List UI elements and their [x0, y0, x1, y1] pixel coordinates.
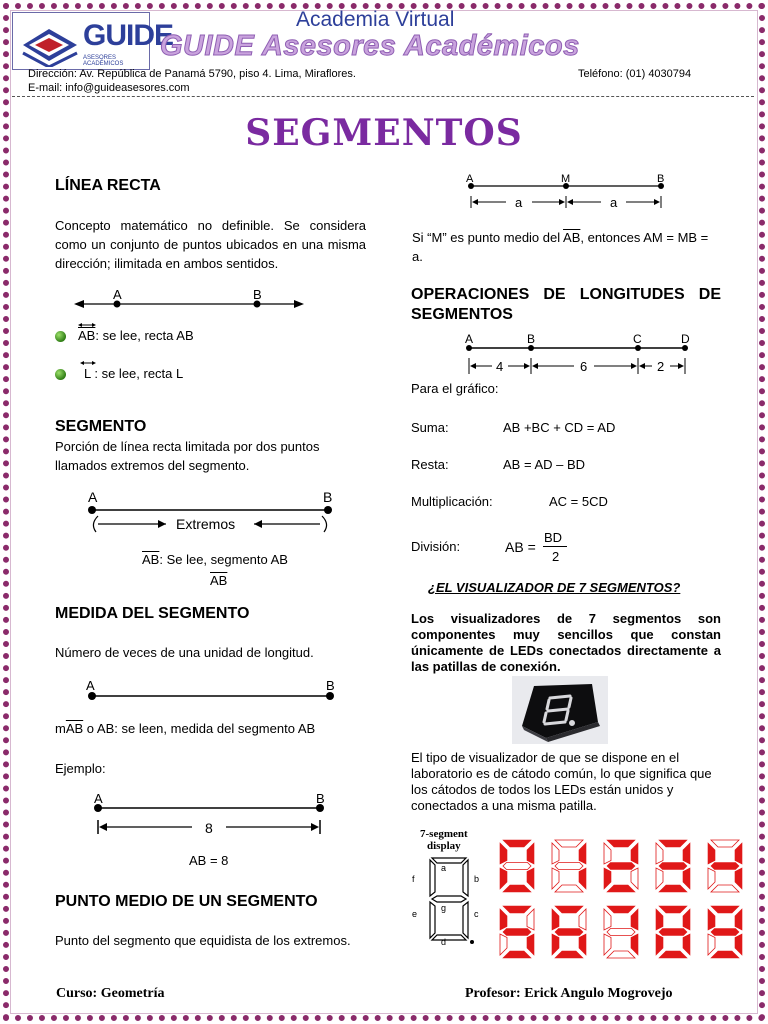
led-segment — [503, 951, 531, 958]
institution-title: GUIDE Asesores Académicos — [160, 30, 580, 62]
mid-length-2: a — [610, 195, 618, 210]
led-segment — [555, 863, 583, 870]
guide-logo — [12, 12, 174, 70]
led-segment — [708, 909, 715, 930]
led-segment — [656, 934, 663, 955]
visualizador-text: El tipo de visualizador de que se dispone en el laboratorio es de cátodo común, lo que significa que los cátodos de todos los LEDs están unidos y conectados a una misma patilla. — [411, 750, 712, 813]
led-segment — [711, 885, 739, 892]
segment-point-b: B — [323, 489, 333, 505]
visualizador-bold-text: Los visualizadores de 7 segmentos son componentes muy sencillos que constan únicamente de LEDs conectados directamente a las patillas de conexión. — [411, 611, 721, 674]
led-segment — [579, 909, 586, 930]
led-segment — [659, 929, 687, 936]
seven-segment-diagram — [408, 852, 490, 948]
header-divider — [12, 96, 754, 97]
led-segment — [708, 868, 715, 889]
led-segment — [656, 909, 663, 930]
op-length-bc: 6 — [580, 359, 588, 374]
led-digit-3 — [656, 840, 690, 892]
ejemplo-length: 8 — [205, 820, 213, 836]
led-segment — [631, 843, 638, 864]
op-point-a: A — [465, 332, 474, 346]
led-segment — [607, 951, 635, 958]
led-segment — [552, 868, 559, 889]
seg-label-c: c — [474, 909, 479, 919]
led-segment — [659, 951, 687, 958]
div-label: División: — [411, 539, 461, 554]
seven-segment-digits — [494, 836, 758, 960]
mid-point-b: B — [657, 173, 665, 185]
midpoint-text — [412, 228, 722, 266]
led-segment — [500, 909, 507, 930]
led-segment — [555, 840, 583, 847]
punto-medio-text: Punto del segmento que equidista de los extremos. — [55, 933, 351, 948]
div-denominator: 2 — [552, 549, 560, 564]
heading-operaciones: OPERACIONES DE LONGITUDES DE SEGMENTOS — [411, 286, 721, 323]
line-figure — [70, 286, 310, 314]
led-segment — [708, 934, 715, 955]
segmento-text: Porción de línea recta limitada por dos puntos llamados extremos del segmento. — [55, 439, 320, 473]
led-segment — [527, 909, 534, 930]
ejemplo-label: Ejemplo: — [55, 761, 106, 776]
led-segment — [735, 843, 742, 864]
double-arrow-icon — [78, 322, 96, 328]
led-segment — [500, 843, 507, 864]
led-segment — [735, 868, 742, 889]
resta-formula: AB = AD – BD — [503, 457, 586, 472]
led-segment — [579, 843, 586, 864]
line-point-a: A — [113, 287, 122, 302]
led-segment — [604, 934, 611, 955]
heading-punto-medio: PUNTO MEDIO DE UN SEGMENTO — [55, 893, 318, 910]
led-segment — [607, 885, 635, 892]
seg-label-e: e — [412, 909, 418, 919]
resta-label: Resta: — [411, 457, 449, 472]
ejemplo-point-a: A — [94, 791, 103, 806]
op-point-d: D — [681, 332, 690, 346]
led-segment — [552, 843, 559, 864]
page-title: SEGMENTOS — [245, 112, 523, 154]
led-segment — [527, 934, 534, 955]
led-segment — [607, 929, 635, 936]
op-length-cd: 2 — [657, 359, 665, 374]
led-segment — [735, 934, 742, 955]
led-digit-7 — [604, 906, 638, 958]
op-point-b: B — [527, 332, 536, 346]
diagram-title-1: 7-segment — [420, 828, 468, 840]
led-segment — [579, 934, 586, 955]
led-segment — [659, 906, 687, 913]
medida-point-a: A — [86, 678, 95, 693]
led-digit-5 — [500, 906, 534, 958]
medida-figure — [84, 688, 338, 704]
led-digit-9 — [708, 906, 742, 958]
midpoint-text-pre: Si “M” es punto medio del — [412, 230, 564, 245]
led-segment — [735, 909, 742, 930]
visualizador-question: ¿EL VISUALIZADOR DE 7 SEGMENTOS? — [428, 580, 681, 595]
mult-label: Multiplicación: — [411, 494, 493, 509]
double-arrow-icon — [80, 360, 96, 366]
led-segment — [607, 906, 635, 913]
led-segment — [683, 843, 690, 864]
mid-length-1: a — [515, 195, 523, 210]
led-segment — [500, 868, 507, 889]
academia-virtual: Academia Virtual — [296, 8, 455, 31]
led-segment — [555, 951, 583, 958]
footer-course: Curso: Geometría — [56, 986, 165, 1001]
led-segment — [500, 934, 507, 955]
led-segment — [552, 909, 559, 930]
para-grafico: Para el gráfico: — [411, 381, 499, 396]
led-segment — [552, 934, 559, 955]
phone: Teléfono: (01) 4030794 — [578, 68, 692, 80]
led-digit-1 — [552, 840, 586, 892]
diagram-title-2: display — [427, 840, 461, 852]
led-segment — [659, 863, 687, 870]
footer-teacher: Profesor: Erick Angulo Mogrovejo — [465, 986, 673, 1001]
seg-label-a: a — [441, 863, 447, 873]
led-segment — [604, 909, 611, 930]
led-segment — [604, 868, 611, 889]
led-segment — [683, 868, 690, 889]
segment-read — [142, 552, 288, 567]
div-numerator: BD — [544, 530, 563, 545]
led-segment — [607, 863, 635, 870]
led-segment — [607, 840, 635, 847]
ejemplo-point-b: B — [316, 791, 325, 806]
mid-point-m: M — [561, 173, 571, 185]
recta-ab-text: : se lee, recta AB — [95, 328, 194, 343]
led-segment — [711, 929, 739, 936]
bullet-recta-ab — [78, 328, 194, 343]
segment-point-a: A — [88, 489, 98, 505]
bullet-icon — [55, 331, 66, 342]
op-length-ab: 4 — [496, 359, 504, 374]
mid-point-a: A — [466, 173, 474, 185]
led-segment — [711, 951, 739, 958]
medida-point-b: B — [326, 678, 335, 693]
midpoint-text-post: , entonces AM = MB = a. — [412, 230, 709, 264]
email: E-mail: info@guideasesores.com — [28, 82, 190, 94]
segment-notation: $\overline{AB}$ — [210, 573, 228, 588]
suma-formula: AB +BC + CD = AD — [503, 420, 616, 435]
bullet-icon — [55, 369, 66, 380]
ejemplo-result: AB = 8 — [189, 853, 229, 868]
medida-read — [55, 721, 315, 736]
led-segment — [527, 868, 534, 889]
led-segment — [503, 885, 531, 892]
led-segment — [555, 906, 583, 913]
linea-recta-text: Concepto matemático no definible. Se considera como un conjunto de puntos ubicados en una misma dirección; ilimitada en ambos sentidos. — [55, 218, 366, 271]
heading-linea-recta: LÍNEA RECTA — [55, 177, 161, 194]
recta-ab-symbol: $\overline{AB}$ — [78, 328, 96, 343]
led-segment — [631, 868, 638, 889]
address: Dirección: Av. República de Panamá 5790, piso 4. Lima, Miraflores. — [28, 68, 356, 80]
div-left: AB = — [505, 539, 536, 555]
led-digit-0 — [500, 840, 534, 892]
op-point-c: C — [633, 332, 642, 346]
seg-label-b: b — [474, 874, 480, 884]
extremos-label: Extremos — [176, 516, 236, 532]
led-segment — [503, 840, 531, 847]
medida-read-prefix: m — [55, 721, 66, 736]
seven-segment-photo — [512, 676, 608, 744]
logo-book-icon — [19, 23, 81, 67]
led-segment — [555, 929, 583, 936]
led-segment — [656, 843, 663, 864]
seg-label-d: d — [441, 937, 447, 947]
led-segment — [656, 868, 663, 889]
logo-subtitle: ASESORES ACADÉMICOS — [83, 55, 124, 67]
suma-label: Suma: — [411, 420, 449, 435]
seg-label-g: g — [441, 903, 447, 913]
midpoint-text-symbol: $\overline{AB}$ — [563, 230, 581, 245]
led-digit-4 — [708, 840, 742, 892]
fraction-bar — [543, 546, 567, 547]
medida-text: Número de veces de una unidad de longitud. — [55, 645, 314, 660]
led-segment — [659, 885, 687, 892]
medida-read-text: o AB: se leen, medida del segmento AB — [83, 721, 316, 736]
led-segment — [503, 863, 531, 870]
line-point-b: B — [253, 287, 262, 302]
led-segment — [659, 840, 687, 847]
led-digit-6 — [552, 906, 586, 958]
recta-l-text: : se lee, recta L — [90, 366, 184, 381]
led-segment — [503, 906, 531, 913]
led-segment — [527, 843, 534, 864]
seg-label-f: f — [412, 874, 415, 884]
led-segment — [683, 934, 690, 955]
led-segment — [631, 934, 638, 955]
recta-l-symbol: L — [84, 366, 91, 381]
led-segment — [711, 906, 739, 913]
segment-read-symbol: $\overline{AB}$ — [142, 552, 160, 567]
led-digit-8 — [656, 906, 690, 958]
mult-formula: AC = 5CD — [549, 494, 608, 509]
led-segment — [711, 840, 739, 847]
heading-medida: MEDIDA DEL SEGMENTO — [55, 605, 250, 622]
led-digit-2 — [604, 840, 638, 892]
led-segment — [503, 929, 531, 936]
led-segment — [683, 909, 690, 930]
bullet-recta-l — [84, 366, 183, 381]
led-segment — [555, 885, 583, 892]
led-segment — [579, 868, 586, 889]
logo-name: GUIDE — [83, 19, 174, 52]
led-segment — [711, 863, 739, 870]
led-segment — [604, 843, 611, 864]
led-segment — [631, 909, 638, 930]
led-segment — [708, 843, 715, 864]
medida-read-symbol: $\overline{AB}$ — [65, 721, 84, 736]
heading-segmento: SEGMENTO — [55, 418, 147, 435]
segment-read-text: : Se lee, segmento AB — [159, 552, 288, 567]
